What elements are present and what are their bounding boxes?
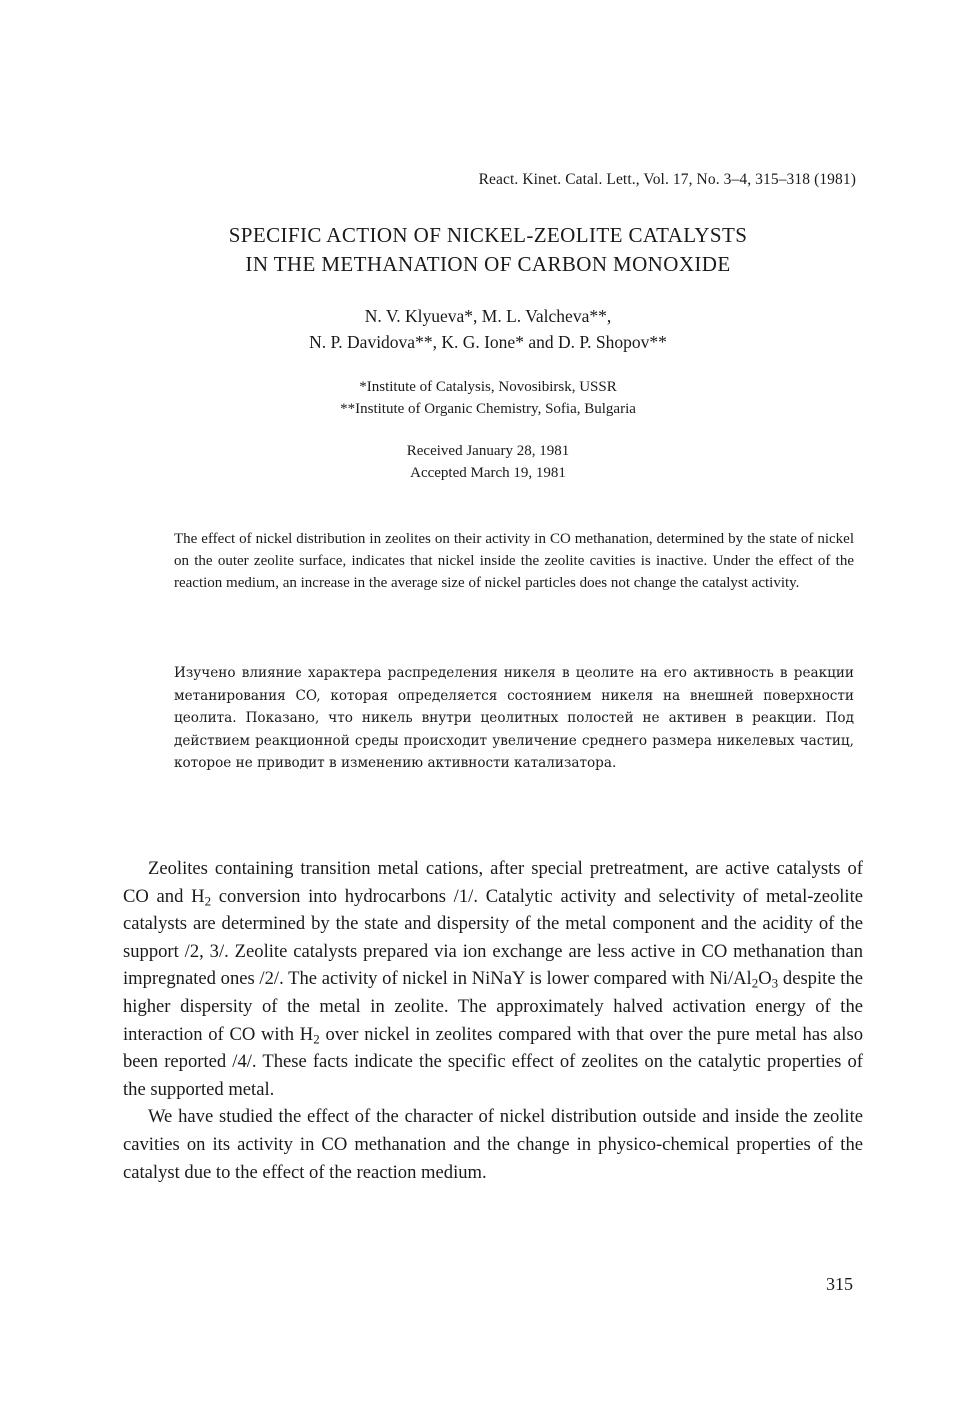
journal-citation: React. Kinet. Catal. Lett., Vol. 17, No. 3–4, 315–318 (1981) — [478, 171, 856, 188]
affiliation-1: *Institute of Catalysis, Novosibirsk, USSR — [359, 379, 617, 395]
p1-sub-1: 2 — [204, 892, 212, 908]
authors-line-2: N. P. Davidova**, K. G. Ione* and D. P. Shopov** — [309, 332, 667, 352]
p1-text-5: over nickel in zeolites compared with that over the pure metal has also been reported /4/. These facts indicate the specific effect of zeolites on the catalytic properties of the supported metal. — [123, 1023, 863, 1100]
body-text — [123, 855, 863, 1186]
page-number: 315 — [826, 1274, 853, 1294]
p1-sub-3: 3 — [771, 975, 779, 991]
abstract-english: The effect of nickel distribution in zeolites on their activity in CO methanation, determined by the state of nickel on the outer zeolite surface, indicates that nickel inside the zeolite cavities is inactive. Under the effect of the reaction medium, an increase in the average size of nickel particles does not change the catalyst activity. — [174, 531, 854, 591]
title-line-2: IN THE METHANATION OF CARBON MONOXIDE — [245, 252, 731, 276]
p1-text-3: O — [758, 968, 772, 990]
paper-title — [0, 221, 976, 279]
authors-line-1: N. V. Klyueva*, M. L. Valcheva**, — [364, 306, 612, 326]
submission-dates — [0, 440, 976, 484]
body-paragraph-2: We have studied the effect of the character of nickel distribution outside and inside the zeolite cavities on its activity in CO methanation and the change in physico-chemical properties of the catalyst due to the effect of the reaction medium. — [123, 1106, 863, 1183]
p1-sub-2: 2 — [751, 975, 759, 991]
body-paragraph-1 — [123, 855, 863, 1103]
affiliations — [0, 376, 976, 420]
author-list — [0, 303, 976, 355]
received-date: Received January 28, 1981 — [406, 443, 570, 459]
abstract-russian: Изучено влияние характера распределения никеля в цеолите на его активность в реакции метанирования CO, которая определяется состоянием никеля на внешней поверхности цеолита. Показано, что никель внутри цеолитных полостей не активен в реакции. Под действием реакционной среды происходит увеличение среднего размера никелевых частиц, которое не приводит в изменению активности катализатора. — [174, 665, 854, 771]
p1-sub-4: 2 — [313, 1030, 320, 1046]
p1-text-2: conversion into hydrocarbons /1/. Catalytic activity and selectivity of metal-zeolite catalysts are determined by the state and dispersity of the metal component and the acidity of the support /2, 3/. Zeolite catalysts prepared via ion exchange are less active in CO methanation than impregnated ones /2/. The activity of nickel in NiNaY is lower compared with Ni/Al — [123, 885, 863, 990]
p1-text-4: despite the higher dispersity of the metal in zeolite. The approximately halved activation energy of the interaction of CO with H — [123, 968, 863, 1045]
title-line-1: SPECIFIC ACTION OF NICKEL-ZEOLITE CATALYSTS — [228, 223, 748, 247]
p1-text-1: Zeolites containing transition metal cations, after special pretreatment, are active catalysts of CO and H — [123, 858, 863, 907]
affiliation-2: **Institute of Organic Chemistry, Sofia, Bulgaria — [340, 401, 636, 417]
accepted-date: Accepted March 19, 1981 — [410, 465, 566, 481]
